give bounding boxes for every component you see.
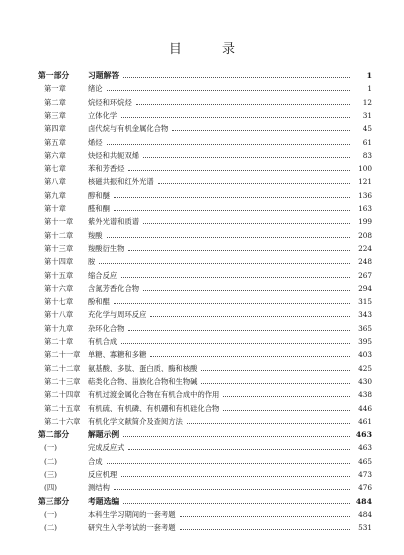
toc-page-number: 484 <box>355 496 372 506</box>
toc-chapter-row <box>0 323 372 335</box>
toc-page-number: 294 <box>358 283 372 293</box>
toc-entry-number: 第二十五章 <box>44 403 81 413</box>
toc-entry-number: 第三部分 <box>38 496 70 506</box>
toc-chapter-row <box>0 336 372 348</box>
toc-leader-dots <box>114 303 350 304</box>
toc-page-number: 425 <box>358 363 372 373</box>
toc-leader-dots <box>128 449 350 450</box>
toc-leader-dots <box>114 210 350 211</box>
toc-entry-number: 第三章 <box>44 110 66 120</box>
toc-entry-number: 第十三章 <box>44 243 74 253</box>
toc-chapter-row <box>0 363 372 375</box>
toc-entry-title: 醇和醚 <box>88 190 110 200</box>
toc-leader-dots <box>172 130 350 131</box>
toc-entry-title: 考题选编 <box>88 496 120 506</box>
toc-chapter-row <box>0 203 372 215</box>
toc-entry-title: 解题示例 <box>88 430 120 440</box>
toc-entry-number: 第十四章 <box>44 257 74 267</box>
toc-part-row <box>0 70 372 82</box>
toc-entry-number: 第六章 <box>44 150 66 160</box>
toc-entry-number: (三) <box>44 470 57 479</box>
toc-page-number: 531 <box>358 523 372 533</box>
toc-page-number: 430 <box>358 376 372 386</box>
toc-entry-title: 氨基酸、多肽、蛋白质、酶和核酸 <box>88 363 198 373</box>
toc-leader-dots <box>143 157 350 158</box>
toc-page-number: 438 <box>358 390 372 400</box>
toc-entry-number: 第二十三章 <box>44 376 81 386</box>
toc-leader-dots <box>107 144 350 145</box>
toc-chapter-row <box>0 296 372 308</box>
toc-leader-dots <box>121 117 350 118</box>
toc-entry-number: 第十八章 <box>44 310 74 320</box>
toc-chapter-row <box>0 283 372 295</box>
toc-chapter-row <box>0 83 372 95</box>
toc-page-number: 365 <box>358 323 372 333</box>
toc-entry-title: 研究生入学考试的一套考题 <box>88 523 176 533</box>
toc-entry-number: 第十章 <box>44 204 66 213</box>
toc-entry-title: 胺 <box>88 257 96 267</box>
toc-leader-dots <box>180 516 350 517</box>
toc-leader-dots <box>128 330 350 331</box>
toc-entry-number: 第十二章 <box>44 230 74 240</box>
toc-entry-number: 第九章 <box>44 190 66 200</box>
toc-chapter-row <box>0 123 372 135</box>
toc-leader-dots <box>187 423 350 424</box>
toc-leader-dots <box>180 529 350 530</box>
toc-leader-dots <box>136 104 350 105</box>
toc-chapter-row <box>0 256 372 268</box>
toc-entry-title: 单糖、寡糖和多糖 <box>88 350 147 360</box>
toc-chapter-row <box>0 403 372 415</box>
toc-chapter-row <box>0 482 372 494</box>
toc-page-number: 267 <box>358 270 372 280</box>
toc-page-number: 208 <box>358 230 372 240</box>
toc-leader-dots <box>223 410 350 411</box>
toc-page-number: 31 <box>362 110 372 120</box>
toc-leader-dots <box>107 463 350 464</box>
toc-page-number: 224 <box>358 243 372 253</box>
toc-entry-number: 第八章 <box>44 177 66 187</box>
toc-chapter-row <box>0 150 372 162</box>
page-title: 目 录 <box>168 42 254 57</box>
toc-leader-dots <box>143 290 350 291</box>
toc-page-number: 465 <box>358 456 372 466</box>
toc-entry-title: 杂环化合物 <box>88 323 125 333</box>
toc-part-row <box>0 429 372 441</box>
toc-entry-title: 测结构 <box>88 483 110 493</box>
toc-page-number: 403 <box>358 350 372 360</box>
toc-entry-title: 萜类化合物、甾族化合物和生物碱 <box>88 376 198 386</box>
toc-leader-dots <box>123 77 350 78</box>
toc-leader-dots <box>143 223 350 224</box>
toc-leader-dots <box>150 356 350 357</box>
toc-entry-title: 烯烃 <box>88 137 103 147</box>
toc-chapter-row <box>0 270 372 282</box>
toc-leader-dots <box>114 197 350 198</box>
toc-page-number: 473 <box>358 470 372 479</box>
toc-leader-dots <box>201 370 350 371</box>
toc-chapter-row <box>0 509 372 521</box>
toc-entry-number: 第二十六章 <box>44 416 81 426</box>
toc-chapter-row <box>0 163 372 175</box>
toc-leader-dots <box>107 90 350 91</box>
toc-chapter-row <box>0 416 372 428</box>
toc-chapter-row <box>0 389 372 401</box>
toc-entry-title: 苯和芳香烃 <box>88 164 125 174</box>
toc-page-number: 61 <box>362 137 372 147</box>
toc-entry-number: (二) <box>44 456 57 466</box>
toc-entry-number: 第七章 <box>44 164 66 174</box>
toc-entry-title: 立体化学 <box>88 110 118 120</box>
toc-page-number: 83 <box>362 150 372 160</box>
toc-entry-title: 有机过渡金属化合物在有机合成中的作用 <box>88 390 220 400</box>
toc-page-number: 1 <box>366 71 372 80</box>
toc-part-row <box>0 496 372 508</box>
toc-chapter-row <box>0 309 372 321</box>
toc-entry-title: 羧酸 <box>88 230 103 240</box>
toc-entry-number: 第二十章 <box>44 337 74 346</box>
toc-entry-number: (一) <box>44 509 57 519</box>
toc-entry-number: 第十一章 <box>44 217 74 227</box>
toc-chapter-row <box>0 243 372 255</box>
toc-page-number: 121 <box>358 177 372 187</box>
toc-leader-dots <box>121 476 350 477</box>
toc-chapter-row <box>0 190 372 202</box>
toc-leader-dots <box>121 343 350 344</box>
toc-page-number: 484 <box>358 509 372 519</box>
toc-page-number: 446 <box>358 403 372 413</box>
toc-page-number: 199 <box>358 217 372 227</box>
toc-leader-dots <box>99 263 350 264</box>
toc-chapter-row <box>0 349 372 361</box>
toc-entry-number: 第十九章 <box>44 323 74 333</box>
toc-leader-dots <box>223 396 350 397</box>
toc-chapter-row <box>0 376 372 388</box>
toc-leader-dots <box>128 250 350 251</box>
toc-entry-title: 本科生学习期间的一套考题 <box>88 509 176 519</box>
toc-entry-title: 醛和酮 <box>88 204 110 213</box>
toc-chapter-row <box>0 469 372 481</box>
toc-entry-title: 有机化学文献简介及查阅方法 <box>88 416 183 426</box>
toc-leader-dots <box>123 503 350 504</box>
toc-entry-title: 有机硫、有机磷、有机硼和有机硅化合物 <box>88 403 220 413</box>
toc-entry-title: 酚和醌 <box>88 297 110 307</box>
toc-entry-title: 卤代烷与有机金属化合物 <box>88 124 169 134</box>
toc-page-number: 136 <box>358 190 372 200</box>
toc-leader-dots <box>158 183 350 184</box>
toc-page-number: 248 <box>358 257 372 267</box>
toc-entry-title: 反应机理 <box>88 470 118 479</box>
toc-entry-number: 第一章 <box>44 84 66 94</box>
toc-entry-number: 第十六章 <box>44 283 74 293</box>
toc-leader-dots <box>107 237 350 238</box>
toc-page-number: 12 <box>362 97 372 107</box>
toc-leader-dots <box>121 277 350 278</box>
toc-entry-number: 第四章 <box>44 124 66 134</box>
toc-entry-title: 炔烃和共轭双烯 <box>88 150 140 160</box>
toc-leader-dots <box>128 170 350 171</box>
toc-page-number: 463 <box>355 430 372 440</box>
toc-page-number: 100 <box>358 164 372 174</box>
toc-entry-title: 含氮芳香化合物 <box>88 283 140 293</box>
toc-chapter-row <box>0 137 372 149</box>
toc-page-number: 395 <box>358 337 372 346</box>
toc-chapter-row <box>0 110 372 122</box>
toc-entry-number: (一) <box>44 443 57 453</box>
toc-entry-title: 核磁共振和红外光谱 <box>88 177 154 187</box>
toc-leader-dots <box>201 383 350 384</box>
toc-entry-title: 烷烃和环烷烃 <box>88 97 132 107</box>
toc-entry-title: 完成反应式 <box>88 443 125 453</box>
toc-leader-dots <box>150 316 350 317</box>
toc-entry-number: 第二十四章 <box>44 390 81 400</box>
toc-entry-title: 紫外光谱和质谱 <box>88 217 140 227</box>
toc-entry-number: 第五章 <box>44 137 66 147</box>
toc-chapter-row <box>0 522 372 534</box>
toc-entry-title: 合成 <box>88 456 103 466</box>
toc-entry-number: 第一部分 <box>38 71 70 80</box>
toc-chapter-row <box>0 230 372 242</box>
toc-entry-number: 第二十一章 <box>44 350 81 360</box>
toc-entry-number: (四) <box>44 483 57 493</box>
toc-entry-number: 第二部分 <box>38 430 70 440</box>
toc-page-number: 1 <box>367 84 372 94</box>
toc-entry-title: 有机合成 <box>88 337 118 346</box>
toc-page-number: 45 <box>362 124 372 134</box>
toc-leader-dots <box>123 436 350 437</box>
toc-entry-title: 缩合反应 <box>88 270 118 280</box>
toc-entry-number: 第十五章 <box>44 270 74 280</box>
toc-page-number: 163 <box>358 204 372 213</box>
toc-entry-title: 绪论 <box>88 84 103 94</box>
toc-chapter-row <box>0 216 372 228</box>
toc-entry-title: 充化学与周环反应 <box>88 310 147 320</box>
toc-chapter-row <box>0 456 372 468</box>
toc-chapter-row <box>0 97 372 109</box>
toc-entry-title: 习题解答 <box>88 71 120 80</box>
toc-entry-title: 羧酸衍生物 <box>88 243 125 253</box>
toc-page-number: 476 <box>358 483 372 493</box>
toc-leader-dots <box>114 489 350 490</box>
toc-page-number: 343 <box>358 310 372 320</box>
toc-page-number: 463 <box>358 443 372 453</box>
toc-entry-number: 第二章 <box>44 97 66 107</box>
toc-entry-number: 第十七章 <box>44 297 74 307</box>
toc-page-number: 315 <box>358 297 372 307</box>
toc-page-number: 461 <box>358 416 372 426</box>
toc-entry-number: 第二十二章 <box>44 363 81 373</box>
toc-chapter-row <box>0 176 372 188</box>
toc-chapter-row <box>0 442 372 454</box>
toc-entry-number: (二) <box>44 523 57 533</box>
